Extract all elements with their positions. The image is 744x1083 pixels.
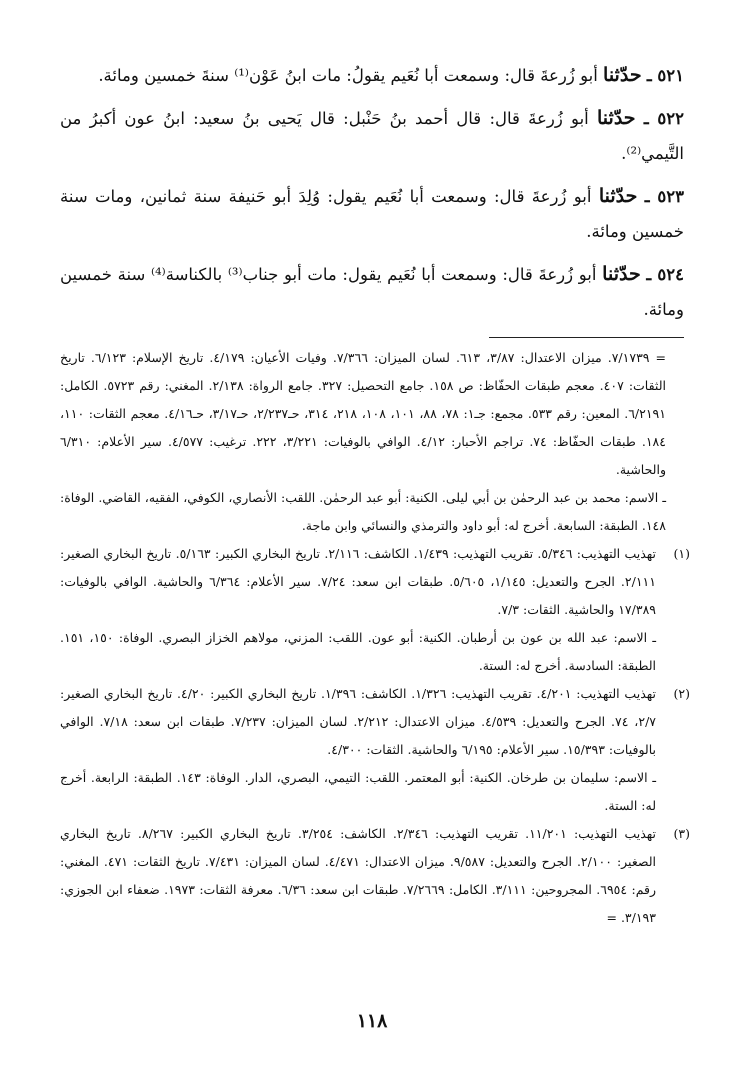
page-body [60,58,690,932]
footnote-sources: تهذيب التهذيب: ١١/٢٠١. تقريب التهذيب: ٢/٣٤٦. الكاشف: ٣/٢٥٤. تاريخ البخاري الكبير: ٨/٢٦٧. تاريخ البخاري الصغير: ٢/١٠٠. الجرح والتعديل: ٩/٥٨٧. ميزان الاعتدال: ٤/٤٧١. لسان الميزان: ٧/٤٣١. تاريخ الثقات: ٤٧١. المغني: رقم: ٦٩٥٤. المجروحين: ٣/١١١. الكامل: ٧/٢٦٦٩. طبقات ابن سعد: ٦/٣٦. معرفة الثقات: ١٩٧٣. ضعفاء ابن الجوزي: ٣/١٩٣. = [60,826,657,925]
hadith-521 [60,58,684,93]
hadith-523 [60,179,684,249]
hadith-number: ٥٢٤ ـ [646,265,684,284]
hadith-number: ٥٢١ ـ [646,66,684,85]
footnote-marker: (٢) [673,686,690,701]
footnote-sources: تهذيب التهذيب: ٤/٢٠١. تقريب التهذيب: ١/٣٢٦. الكاشف: ١/٣٩٦. تاريخ البخاري الكبير: ٤/٢٠. تاريخ البخاري الصغير: ٢/٧، ٧٤. الجرح والتعديل: ٤/٥٣٩. ميزان الاعتدال: ٢/٢١٢. لسان الميزان: ٧/٢٣٧. طبقات ابن سعد: ٧/١٨. الوافي بالوفيات: ١٥/٣٩٣. سير الأعلام: ٦/١٩٥ والحاشية. الثقات: ٤/٣٠٠. [60,686,656,757]
hadith-number: ٥٢٣ ـ [644,187,685,206]
footnote-marker: (١) [673,546,690,561]
hadith-text: أبو زُرعةَ قال: وسمعت أبا نُعَيم يقولُ: مات ابنُ عَوْن⁽¹⁾ سنةَ خمسين ومائة. [98,66,598,85]
hadith-text: أبو زُرعةَ قال: قال أحمد بنُ حَنْبل: قال يَحيى بنُ سعيد: ابنُ عون أكبرُ من التَّيمي⁽²⁾. [60,109,684,163]
footnote-name: ـ الاسم: عبد الله بن عون بن أرطبان. الكنية: أبو عون. اللقب: المزني، مولاهم الخزاز البصري. الوفاة: ١٥٠، ١٥١. الطبقة: السادسة. أخرج له: الستة. [60,630,656,673]
hadith-text: أبو زُرعةَ قال: وسمعت أبا نُعَيم يقول: مات أبو جناب⁽³⁾ بالكناسة⁽⁴⁾ سنة خمسين ومائة. [60,265,684,319]
footnote-continuation-name: ـ الاسم: محمد بن عبد الرحمٰن بن أبي ليلى. الكنية: أبو عبد الرحمٰن. اللقب: الأنصاري، الكوفي، الفقيه، القاضي. الوفاة: ١٤٨. الطبقة: السابعة. أخرج له: أبو داود والترمذي والنسائي وابن ماجة. [60,490,666,533]
footnote-marker: (٣) [673,826,690,841]
hadith-522 [60,101,684,171]
hadith-keyword: حدّثنا [603,64,642,86]
footnote-separator [489,337,684,338]
hadith-number: ٥٢٢ ـ [643,109,684,128]
footnote-1 [60,540,690,680]
footnote-2 [60,680,690,820]
footnote-continuation: = ٧/١٧٣٩. ميزان الاعتدال: ٣/٨٧، ٦١٣. لسان الميزان: ٧/٣٦٦. وفيات الأعيان: ٤/١٧٩. تاريخ الإسلام: ٦/١٢٣. تاريخ الثقات: ٤٠٧. معجم طبقات الحفّاظ: ص ١٥٨. جامع التحصيل: ٣٢٧. جامع الرواة: ٢/١٣٨. المغني: رقم ٥٧٢٣. الكامل: ٦/٢١٩١. المعين: رقم ٥٣٣. مجمع: جـ١: ٧٨، ٨٨، ١٠١، ١٠٨، ٢١٨، ٣١٤، حـ٢/٢٣٧، حـ٣/١٧، حـ٤/١٦. معجم الثقات: ١١٠، ١٨٤. طبقات الحفّاظ: ٧٤. تراجم الأحبار: ٤/١٢. الوافي بالوفيات: ٣/٢٢١، ٢٢٢. ترغيب: ٤/٥٧٧. سير الأعلام: ٦/٣١٠ والحاشية. [60,350,666,477]
hadith-keyword: حدّثنا [602,263,641,285]
hadith-524 [60,257,684,327]
hadith-keyword: حدّثنا [597,107,636,129]
hadith-keyword: حدّثنا [598,185,638,207]
hadith-text: أبو زُرعةَ قال: وسمعت أبا نُعَيم يقول: وُلِدَ أبو حَنيفة سنة ثمانين، ومات سنة خمسين ومائة. [60,187,684,241]
footnote-sources: تهذيب التهذيب: ٥/٣٤٦. تقريب التهذيب: ١/٤٣٩. الكاشف: ٢/١١٦. تاريخ البخاري الكبير: ٥/١٦٣. تاريخ البخاري الصغير: ٢/١١١. الجرح والتعديل: ١/١٤٥، ٥/٦٠٥. طبقات ابن سعد: ٧/٢٤. سير الأعلام: ٦/٣٦٤ والحاشية. الوافي بالوفيات: ١٧/٣٨٩ والحاشية. الثقات: ٧/٣. [60,546,657,617]
footnote-3 [60,820,690,932]
page-number: ١١٨ [356,1010,388,1032]
footnote-name: ـ الاسم: سليمان بن طرخان. الكنية: أبو المعتمر. اللقب: التيمي، البصري، الدار. الوفاة: ١٤٣. الطبقة: الرابعة. أخرج له: الستة. [60,770,656,813]
